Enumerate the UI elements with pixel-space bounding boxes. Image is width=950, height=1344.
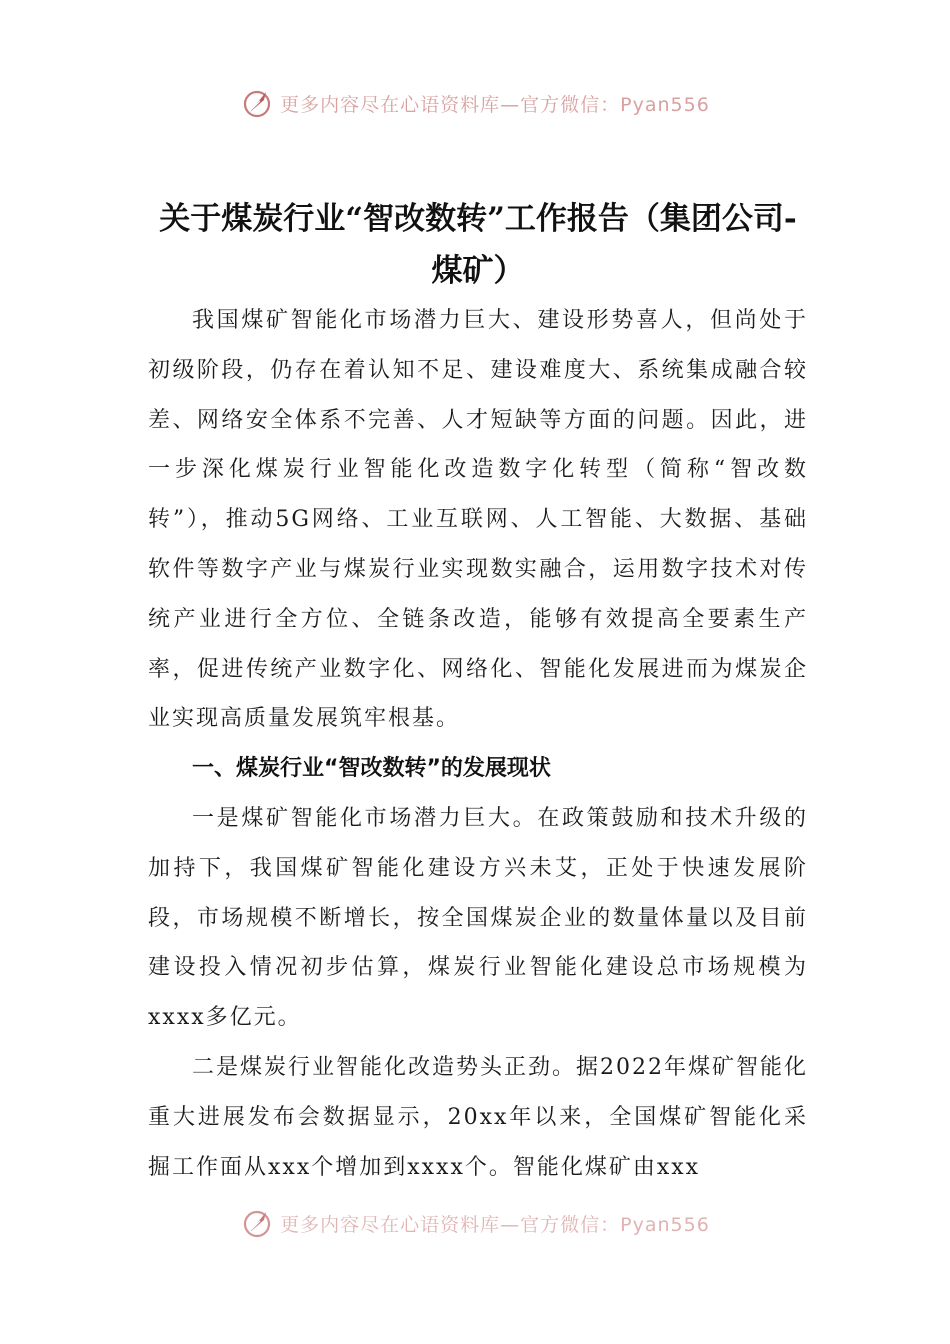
- watermark-footer: [0, 1203, 950, 1243]
- quill-pen-circle-icon: [240, 1206, 274, 1240]
- section-paragraph: 二是煤炭行业智能化改造势头正劲。据2022年煤矿智能化重大进展发布会数据显示，20xx年以来，全国煤矿智能化采掘工作面从xxx个增加到xxxx个。智能化煤矿由xxx: [148, 1054, 808, 1180]
- intro-paragraph: 我国煤矿智能化市场潜力巨大、建设形势喜人，但尚处于初级阶段，仍存在着认知不足、建设难度大、系统集成融合较差、网络安全体系不完善、人才短缺等方面的问题。因此，进一步深化煤炭行业智能化改造数字化转型（简称“智改数转”），推动5G网络、工业互联网、人工智能、大数据、基础软件等数字产业与煤炭行业实现数实融合，运用数字技术对传统产业进行全方位、全链条改造，能够有效提高全要素生产率，促进传统产业数字化、网络化、智能化发展进而为煤炭企业实现高质量发展筑牢根基。: [148, 308, 808, 732]
- page-title: 关于煤炭行业“智改数转”工作报告（集团公司-煤矿）: [159, 201, 797, 289]
- watermark-text: 更多内容尽在心语资料库—官方微信：Pyan556: [280, 93, 710, 116]
- watermark-text: 更多内容尽在心语资料库—官方微信：Pyan556: [280, 1213, 710, 1236]
- section-paragraph: 一是煤矿智能化市场潜力巨大。在政策鼓励和技术升级的加持下，我国煤矿智能化建设方兴未艾，正处于快速发展阶段，市场规模不断增长，按全国煤炭企业的数量体量以及目前建设投入情况初步估算，煤炭行业智能化建设总市场规模为xxxx多亿元。: [148, 805, 808, 1031]
- quill-pen-circle-icon: [240, 86, 274, 120]
- section-heading: 一、煤炭行业“智改数转”的发展现状: [192, 756, 551, 782]
- watermark-header: [0, 83, 950, 123]
- document-body: [148, 296, 808, 1192]
